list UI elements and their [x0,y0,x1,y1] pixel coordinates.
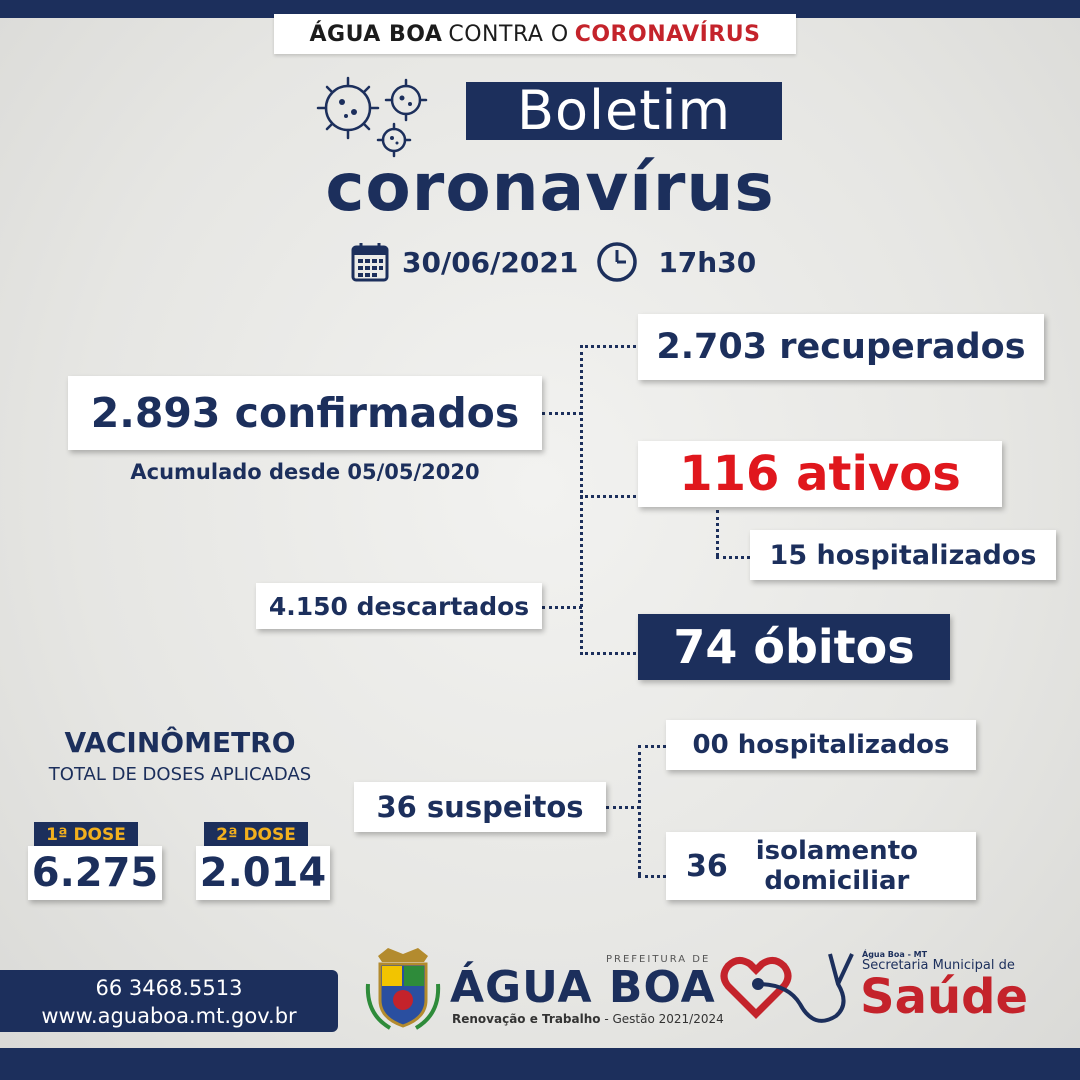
coronavirus-title: coronavírus [325,149,775,226]
isolation-label [756,836,918,896]
connector-suspects-iso [638,875,666,878]
boletim-title: Boletim [466,82,782,140]
website: www.aguaboa.mt.gov.br [41,1004,297,1028]
calendar-icon [350,241,390,283]
banner-city: ÁGUA BOA [309,21,443,47]
dose2-value: 2.014 [196,846,330,900]
suspects-hospitalized-card: 00 hospitalizados [666,720,976,770]
prefeitura-small: PREFEITURA DE [606,954,711,965]
clock-icon [596,241,638,283]
banner-contra: CONTRA O [448,21,569,47]
city-crest-icon [360,944,446,1034]
connector-deaths [580,652,636,655]
suspects-card: 36 suspeitos [354,782,606,832]
logo-slogan-row [452,1012,724,1026]
isolation-line2: domiciliar [764,866,910,896]
dose1-label: 1ª DOSE [34,822,138,848]
header-banner [274,14,796,54]
active-hospitalized-card: 15 hospitalizados [750,530,1056,580]
heart-stethoscope-icon [718,944,868,1036]
slogan: Renovação e Trabalho [452,1012,601,1026]
isolation-count: 36 [686,848,728,884]
connector-recovered [580,345,636,348]
contact-box [0,970,338,1032]
vaccinometer-title: VACINÔMETRO [64,726,296,759]
bulletin-date: 30/06/2021 [402,245,579,279]
connector-suspects [606,806,640,809]
connector-suspects-v [638,745,641,875]
isolation-line1: isolamento [755,836,918,866]
city-logo-text: ÁGUA BOA [450,962,716,1013]
connector-hosp [716,510,719,556]
date-time-row [350,240,756,284]
secretaria-small: Água Boa - MT [862,950,928,959]
connector-hosp-h [716,556,750,559]
saude-label: Saúde [860,969,1029,1025]
connector-discarded [542,606,582,609]
active-card: 116 ativos [638,441,1002,507]
confirmed-card: 2.893 confirmados [68,376,542,450]
suspects-isolation-card [666,832,976,900]
bulletin-time: 17h30 [658,245,757,279]
confirmed-note: Acumulado desde 05/05/2020 [130,460,480,484]
deaths-card: 74 óbitos [638,614,950,680]
dose2-label: 2ª DOSE [204,822,308,848]
recovered-card: 2.703 recuperados [638,314,1044,380]
bottom-bar [0,1048,1080,1080]
vaccinometer-subtitle: TOTAL DE DOSES APLICADAS [48,764,312,785]
discarded-card: 4.150 descartados [256,583,542,629]
connector-active [580,495,636,498]
connector-confirmed [542,412,582,415]
banner-coronavirus: CORONAVÍRUS [574,21,761,47]
phone: 66 3468.5513 [95,976,243,1000]
connector-suspects-hosp [638,745,666,748]
dose1-value: 6.275 [28,846,162,900]
term: - Gestão 2021/2024 [604,1012,724,1026]
virus-icon [306,68,446,160]
secretaria-label: Secretaria Municipal de [862,958,1015,973]
